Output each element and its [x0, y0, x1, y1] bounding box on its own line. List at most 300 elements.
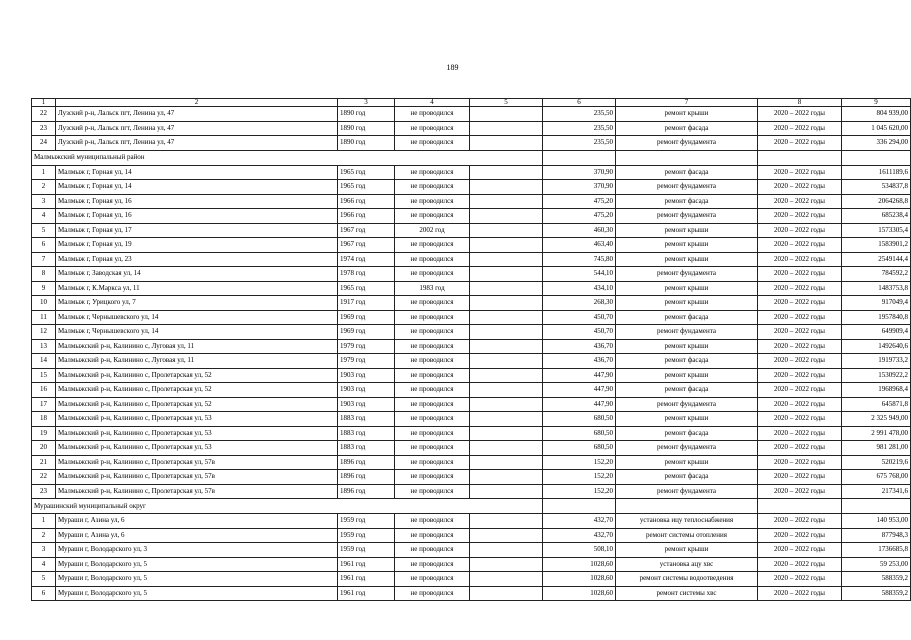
cost-cell: 1530922,2: [842, 368, 911, 383]
column-number-2: 2: [56, 99, 338, 107]
cost-cell: 140 953,00: [842, 514, 911, 529]
row-number: 2: [32, 528, 56, 543]
cost-cell: 2549144,4: [842, 252, 911, 267]
column-5-cell: [470, 339, 543, 354]
row-number: 18: [32, 412, 56, 427]
work-type-cell: ремонт фасада: [616, 121, 758, 136]
table-row: [32, 223, 911, 238]
row-number: 23: [32, 484, 56, 499]
work-type-cell: ремонт фундамента: [616, 484, 758, 499]
address-cell: Мураши г, Володарского ул, 5: [56, 586, 338, 601]
area-cell: 434,10: [543, 281, 616, 296]
period-cell: 2020 – 2022 годы: [758, 310, 842, 325]
section-header-row: [32, 150, 911, 165]
table-row: [32, 180, 911, 195]
address-cell: Малмыж г, Чернышевского ул, 14: [56, 325, 338, 340]
repair-schedule-table: [31, 98, 911, 601]
period-cell: 2020 – 2022 годы: [758, 412, 842, 427]
build-year-cell: 1979 год: [338, 354, 395, 369]
column-5-cell: [470, 281, 543, 296]
table-row: [32, 252, 911, 267]
section-header-row: [32, 499, 911, 514]
row-number: 3: [32, 194, 56, 209]
column-number-5: 5: [470, 99, 543, 107]
column-5-cell: [470, 572, 543, 587]
table-row: [32, 107, 911, 122]
build-year-cell: 1883 год: [338, 412, 395, 427]
capital-repair-year-cell: не проводился: [395, 354, 470, 369]
row-number: 17: [32, 397, 56, 412]
table-row: [32, 397, 911, 412]
row-number: 4: [32, 557, 56, 572]
area-cell: 1028,60: [543, 586, 616, 601]
column-5-cell: [470, 296, 543, 311]
work-type-cell: ремонт фундамента: [616, 397, 758, 412]
build-year-cell: 1890 год: [338, 107, 395, 122]
work-type-cell: ремонт фасада: [616, 310, 758, 325]
address-cell: Мураши г, Володарского ул, 5: [56, 572, 338, 587]
build-year-cell: 1896 год: [338, 484, 395, 499]
area-cell: 475,20: [543, 194, 616, 209]
table-row: [32, 470, 911, 485]
work-type-cell: ремонт фасада: [616, 354, 758, 369]
table-row: [32, 528, 911, 543]
column-5-cell: [470, 252, 543, 267]
build-year-cell: 1896 год: [338, 470, 395, 485]
table-row: [32, 121, 911, 136]
cost-cell: 675 768,00: [842, 470, 911, 485]
period-cell: 2020 – 2022 годы: [758, 223, 842, 238]
area-cell: 450,70: [543, 325, 616, 340]
cost-cell: 1919733,2: [842, 354, 911, 369]
period-cell: 2020 – 2022 годы: [758, 281, 842, 296]
column-5-cell: [470, 441, 543, 456]
area-cell: 432,70: [543, 514, 616, 529]
table-body: [32, 99, 911, 601]
build-year-cell: 1974 год: [338, 252, 395, 267]
column-5-cell: [470, 412, 543, 427]
work-type-cell: ремонт фасада: [616, 194, 758, 209]
work-type-cell: ремонт фасада: [616, 426, 758, 441]
work-type-cell: ремонт фундамента: [616, 136, 758, 151]
page-number: 189: [446, 63, 459, 72]
period-cell: 2020 – 2022 годы: [758, 194, 842, 209]
build-year-cell: 1959 год: [338, 528, 395, 543]
cost-cell: 217341,6: [842, 484, 911, 499]
table-row: [32, 281, 911, 296]
period-cell: 2020 – 2022 годы: [758, 572, 842, 587]
column-5-cell: [470, 121, 543, 136]
row-number: 9: [32, 281, 56, 296]
row-number: 15: [32, 368, 56, 383]
address-cell: Малмыж г, Урицкого ул, 7: [56, 296, 338, 311]
area-cell: 544,10: [543, 267, 616, 282]
table-row: [32, 165, 911, 180]
build-year-cell: 1890 год: [338, 121, 395, 136]
capital-repair-year-cell: не проводился: [395, 310, 470, 325]
build-year-cell: 1969 год: [338, 310, 395, 325]
period-cell: 2020 – 2022 годы: [758, 267, 842, 282]
address-cell: Малмыжский р-н, Калинино с, Пролетарская ул, 57в: [56, 455, 338, 470]
build-year-cell: 1967 год: [338, 223, 395, 238]
cost-cell: 59 253,00: [842, 557, 911, 572]
work-type-cell: ремонт крыши: [616, 543, 758, 558]
table-row: [32, 310, 911, 325]
cost-cell: 784592,2: [842, 267, 911, 282]
column-5-cell: [470, 514, 543, 529]
address-cell: Малмыжский р-н, Калинино с, Пролетарская ул, 53: [56, 412, 338, 427]
work-type-cell: ремонт системы водоотведения: [616, 572, 758, 587]
row-number: 4: [32, 209, 56, 224]
period-cell: 2020 – 2022 годы: [758, 470, 842, 485]
cost-cell: 1 045 620,00: [842, 121, 911, 136]
row-number: 5: [32, 223, 56, 238]
period-cell: 2020 – 2022 годы: [758, 528, 842, 543]
capital-repair-year-cell: не проводился: [395, 383, 470, 398]
column-5-cell: [470, 426, 543, 441]
period-cell: 2020 – 2022 годы: [758, 136, 842, 151]
capital-repair-year-cell: не проводился: [395, 484, 470, 499]
area-cell: 680,50: [543, 441, 616, 456]
row-number: 6: [32, 238, 56, 253]
area-cell: 152,20: [543, 455, 616, 470]
capital-repair-year-cell: 2002 год: [395, 223, 470, 238]
row-number: 11: [32, 310, 56, 325]
work-type-cell: ремонт крыши: [616, 252, 758, 267]
area-cell: 1028,60: [543, 557, 616, 572]
row-number: 6: [32, 586, 56, 601]
capital-repair-year-cell: не проводился: [395, 412, 470, 427]
column-5-cell: [470, 267, 543, 282]
build-year-cell: 1903 год: [338, 383, 395, 398]
build-year-cell: 1965 год: [338, 281, 395, 296]
cost-cell: 1957840,8: [842, 310, 911, 325]
address-cell: Малмыж г, К.Маркса ул, 11: [56, 281, 338, 296]
cost-cell: 534837,8: [842, 180, 911, 195]
build-year-cell: 1969 год: [338, 325, 395, 340]
table-row: [32, 267, 911, 282]
column-5-cell: [470, 455, 543, 470]
address-cell: Малмыж г, Горная ул, 14: [56, 165, 338, 180]
work-type-cell: установка ацу хвс: [616, 557, 758, 572]
row-number: 24: [32, 136, 56, 151]
column-number-9: 9: [842, 99, 911, 107]
capital-repair-year-cell: не проводился: [395, 543, 470, 558]
column-5-cell: [470, 586, 543, 601]
address-cell: Малмыжский р-н, Калинино с, Луговая ул, 11: [56, 354, 338, 369]
address-cell: Малмыжский р-н, Калинино с, Пролетарская ул, 57в: [56, 470, 338, 485]
cost-cell: 1968968,4: [842, 383, 911, 398]
address-cell: Лузский р-н, Лальск пгт, Ленина ул, 47: [56, 107, 338, 122]
build-year-cell: 1903 год: [338, 368, 395, 383]
column-number-7: 7: [616, 99, 758, 107]
area-cell: 680,50: [543, 426, 616, 441]
capital-repair-year-cell: не проводился: [395, 339, 470, 354]
build-year-cell: 1959 год: [338, 543, 395, 558]
column-5-cell: [470, 325, 543, 340]
cost-cell: 520219,6: [842, 455, 911, 470]
cost-cell: 588359,2: [842, 572, 911, 587]
area-cell: 447,90: [543, 383, 616, 398]
build-year-cell: 1917 год: [338, 296, 395, 311]
capital-repair-year-cell: не проводился: [395, 397, 470, 412]
capital-repair-year-cell: не проводился: [395, 426, 470, 441]
column-5-cell: [470, 368, 543, 383]
table-row: [32, 354, 911, 369]
column-5-cell: [470, 528, 543, 543]
period-cell: 2020 – 2022 годы: [758, 165, 842, 180]
build-year-cell: 1890 год: [338, 136, 395, 151]
capital-repair-year-cell: не проводился: [395, 296, 470, 311]
table-row: [32, 209, 911, 224]
period-cell: 2020 – 2022 годы: [758, 586, 842, 601]
column-5-cell: [470, 310, 543, 325]
period-cell: 2020 – 2022 годы: [758, 426, 842, 441]
address-cell: Мураши г, Володарского ул, 5: [56, 557, 338, 572]
build-year-cell: 1961 год: [338, 586, 395, 601]
build-year-cell: 1966 год: [338, 194, 395, 209]
empty-cell: [543, 499, 616, 514]
address-cell: Малмыж г, Заводская ул, 14: [56, 267, 338, 282]
area-cell: 436,70: [543, 339, 616, 354]
address-cell: Мураши г, Азина ул, 6: [56, 514, 338, 529]
cost-cell: 804 939,00: [842, 107, 911, 122]
cost-cell: 2 991 478,00: [842, 426, 911, 441]
work-type-cell: ремонт фасада: [616, 383, 758, 398]
address-cell: Мураши г, Азина ул, 6: [56, 528, 338, 543]
capital-repair-year-cell: не проводился: [395, 325, 470, 340]
work-type-cell: ремонт крыши: [616, 339, 758, 354]
capital-repair-year-cell: не проводился: [395, 165, 470, 180]
work-type-cell: ремонт крыши: [616, 368, 758, 383]
table-row: [32, 586, 911, 601]
build-year-cell: 1903 год: [338, 397, 395, 412]
address-cell: Малмыжский р-н, Калинино с, Луговая ул, 11: [56, 339, 338, 354]
table-row: [32, 368, 911, 383]
row-number: 1: [32, 165, 56, 180]
address-cell: Лузский р-н, Лальск пгт, Ленина ул, 47: [56, 121, 338, 136]
build-year-cell: 1883 год: [338, 426, 395, 441]
address-cell: Малмыжский р-н, Калинино с, Пролетарская ул, 52: [56, 383, 338, 398]
work-type-cell: ремонт крыши: [616, 455, 758, 470]
period-cell: 2020 – 2022 годы: [758, 455, 842, 470]
area-cell: 436,70: [543, 354, 616, 369]
column-5-cell: [470, 470, 543, 485]
row-number: 3: [32, 543, 56, 558]
row-number: 19: [32, 426, 56, 441]
cost-cell: 1483753,8: [842, 281, 911, 296]
cost-cell: 336 294,00: [842, 136, 911, 151]
table-row: [32, 426, 911, 441]
area-cell: 475,20: [543, 209, 616, 224]
table-row: [32, 484, 911, 499]
build-year-cell: 1959 год: [338, 514, 395, 529]
table-row: [32, 557, 911, 572]
period-cell: 2020 – 2022 годы: [758, 397, 842, 412]
empty-cell: [842, 150, 911, 165]
period-cell: 2020 – 2022 годы: [758, 354, 842, 369]
address-cell: Малмыж г, Горная ул, 16: [56, 209, 338, 224]
capital-repair-year-cell: 1983 год: [395, 281, 470, 296]
column-5-cell: [470, 209, 543, 224]
capital-repair-year-cell: не проводился: [395, 136, 470, 151]
table-row: [32, 296, 911, 311]
period-cell: 2020 – 2022 годы: [758, 368, 842, 383]
capital-repair-year-cell: не проводился: [395, 238, 470, 253]
column-5-cell: [470, 383, 543, 398]
address-cell: Лузский р-н, Лальск пгт, Ленина ул, 47: [56, 136, 338, 151]
build-year-cell: 1961 год: [338, 557, 395, 572]
cost-cell: 1573305,4: [842, 223, 911, 238]
table-row: [32, 325, 911, 340]
capital-repair-year-cell: не проводился: [395, 209, 470, 224]
cost-cell: 588359,2: [842, 586, 911, 601]
column-number-8: 8: [758, 99, 842, 107]
capital-repair-year-cell: не проводился: [395, 194, 470, 209]
address-cell: Малмыж г, Горная ул, 17: [56, 223, 338, 238]
work-type-cell: ремонт фундамента: [616, 267, 758, 282]
column-5-cell: [470, 107, 543, 122]
address-cell: Мураши г, Володарского ул, 3: [56, 543, 338, 558]
area-cell: 680,50: [543, 412, 616, 427]
capital-repair-year-cell: не проводился: [395, 180, 470, 195]
work-type-cell: ремонт крыши: [616, 238, 758, 253]
column-5-cell: [470, 397, 543, 412]
period-cell: 2020 – 2022 годы: [758, 238, 842, 253]
cost-cell: 981 281,00: [842, 441, 911, 456]
column-5-cell: [470, 238, 543, 253]
work-type-cell: ремонт фундамента: [616, 180, 758, 195]
table-row: [32, 412, 911, 427]
work-type-cell: ремонт фасада: [616, 470, 758, 485]
area-cell: 268,30: [543, 296, 616, 311]
period-cell: 2020 – 2022 годы: [758, 557, 842, 572]
period-cell: 2020 – 2022 годы: [758, 325, 842, 340]
cost-cell: 1736685,8: [842, 543, 911, 558]
column-5-cell: [470, 180, 543, 195]
table-row: [32, 572, 911, 587]
column-number-4: 4: [395, 99, 470, 107]
row-number: 22: [32, 107, 56, 122]
cost-cell: 645871,8: [842, 397, 911, 412]
work-type-cell: ремонт крыши: [616, 281, 758, 296]
address-cell: Малмыжский р-н, Калинино с, Пролетарская ул, 53: [56, 426, 338, 441]
cost-cell: 2064268,8: [842, 194, 911, 209]
build-year-cell: 1883 год: [338, 441, 395, 456]
empty-cell: [842, 499, 911, 514]
build-year-cell: 1966 год: [338, 209, 395, 224]
work-type-cell: ремонт фасада: [616, 165, 758, 180]
cost-cell: 1583901,2: [842, 238, 911, 253]
area-cell: 152,20: [543, 484, 616, 499]
section-title: Малмыжский муниципальный район: [32, 150, 543, 165]
area-cell: 745,80: [543, 252, 616, 267]
address-cell: Малмыжский р-н, Калинино с, Пролетарская ул, 57в: [56, 484, 338, 499]
area-cell: 152,20: [543, 470, 616, 485]
table-row: [32, 136, 911, 151]
cost-cell: 2 325 949,00: [842, 412, 911, 427]
capital-repair-year-cell: не проводился: [395, 107, 470, 122]
work-type-cell: ремонт крыши: [616, 412, 758, 427]
row-number: 16: [32, 383, 56, 398]
column-number-1: 1: [32, 99, 56, 107]
capital-repair-year-cell: не проводился: [395, 121, 470, 136]
capital-repair-year-cell: не проводился: [395, 528, 470, 543]
empty-cell: [758, 499, 842, 514]
build-year-cell: 1967 год: [338, 238, 395, 253]
column-5-cell: [470, 354, 543, 369]
address-cell: Малмыжский р-н, Калинино с, Пролетарская ул, 53: [56, 441, 338, 456]
capital-repair-year-cell: не проводился: [395, 557, 470, 572]
column-5-cell: [470, 136, 543, 151]
build-year-cell: 1965 год: [338, 180, 395, 195]
address-cell: Малмыж г, Горная ул, 23: [56, 252, 338, 267]
build-year-cell: 1896 год: [338, 455, 395, 470]
empty-cell: [758, 150, 842, 165]
capital-repair-year-cell: не проводился: [395, 441, 470, 456]
area-cell: 463,40: [543, 238, 616, 253]
empty-cell: [616, 499, 758, 514]
area-cell: 370,90: [543, 180, 616, 195]
area-cell: 1028,60: [543, 572, 616, 587]
column-number-6: 6: [543, 99, 616, 107]
row-number: 10: [32, 296, 56, 311]
address-cell: Малмыж г, Горная ул, 16: [56, 194, 338, 209]
capital-repair-year-cell: не проводился: [395, 514, 470, 529]
work-type-cell: ремонт крыши: [616, 107, 758, 122]
column-5-cell: [470, 557, 543, 572]
table-row: [32, 238, 911, 253]
work-type-cell: ремонт фундамента: [616, 209, 758, 224]
row-number: 8: [32, 267, 56, 282]
empty-cell: [616, 150, 758, 165]
address-cell: Малмыж г, Горная ул, 19: [56, 238, 338, 253]
area-cell: 432,70: [543, 528, 616, 543]
area-cell: 508,10: [543, 543, 616, 558]
address-cell: Малмыж г, Чернышевского ул, 14: [56, 310, 338, 325]
work-type-cell: ремонт фундамента: [616, 325, 758, 340]
row-number: 12: [32, 325, 56, 340]
table-row: [32, 543, 911, 558]
work-type-cell: ремонт системы хвс: [616, 586, 758, 601]
period-cell: 2020 – 2022 годы: [758, 296, 842, 311]
area-cell: 235,50: [543, 136, 616, 151]
capital-repair-year-cell: не проводился: [395, 586, 470, 601]
capital-repair-year-cell: не проводился: [395, 368, 470, 383]
capital-repair-year-cell: не проводился: [395, 470, 470, 485]
cost-cell: 877948,3: [842, 528, 911, 543]
column-number-row: [32, 99, 911, 107]
area-cell: 460,30: [543, 223, 616, 238]
row-number: 20: [32, 441, 56, 456]
row-number: 21: [32, 455, 56, 470]
cost-cell: 649909,4: [842, 325, 911, 340]
work-type-cell: установка ицу теплоснабжения: [616, 514, 758, 529]
row-number: 23: [32, 121, 56, 136]
table-row: [32, 441, 911, 456]
period-cell: 2020 – 2022 годы: [758, 121, 842, 136]
row-number: 22: [32, 470, 56, 485]
address-cell: Малмыж г, Горная ул, 14: [56, 180, 338, 195]
build-year-cell: 1965 год: [338, 165, 395, 180]
period-cell: 2020 – 2022 годы: [758, 441, 842, 456]
row-number: 2: [32, 180, 56, 195]
period-cell: 2020 – 2022 годы: [758, 484, 842, 499]
area-cell: 235,50: [543, 107, 616, 122]
cost-cell: 1492640,6: [842, 339, 911, 354]
area-cell: 370,90: [543, 165, 616, 180]
table-row: [32, 514, 911, 529]
